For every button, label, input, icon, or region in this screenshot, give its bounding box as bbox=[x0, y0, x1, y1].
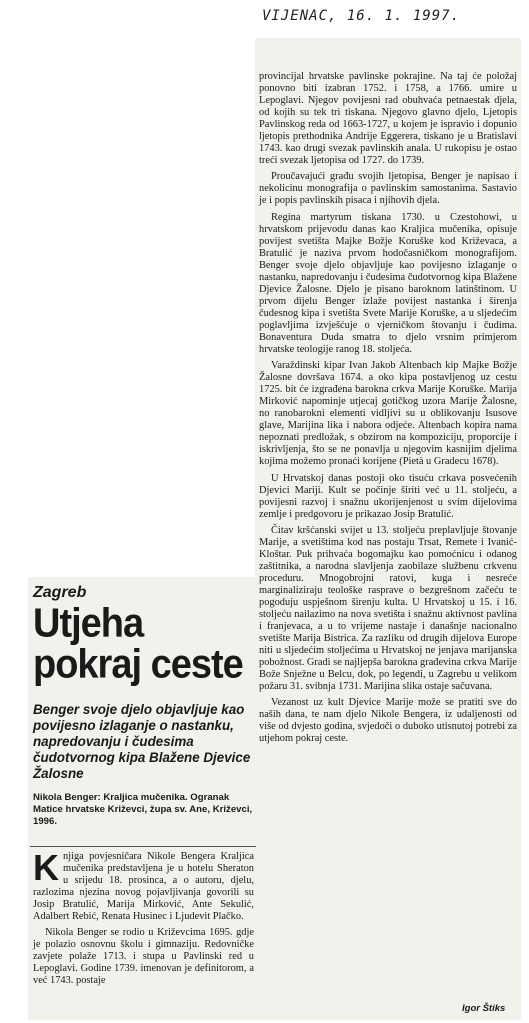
paragraph: Čitav kršćanski svijet u 13. stoljeću preplavljuje štovanje Marije, a svetištima kod nas postaju Trsat, Remete i Ivanić-Kloštar. Puk prihvaća bogomajku kao pomoćnicu i odanog zaštitnika, a narodna slavljenja zaobilaze službenu crkvenu proceduru. Mnogobrojni ratovi, kuga i nesreće marginaliziraju teološke rasprave o bezgrešnom začeću te pogoduju uspješnom širenju kulta. U Hrvatskoj u 15. i 16. stoljeću nailazimo na nova svetišta i snažnu aktivnost pavlina i franjevaca, a u to vrijeme nastaje i današnje nacionalno svetište Marija Bistrica. Za razliku od drugih dijelova Europe niti u sljedećim stoljećima u Hrvatskoj ne jenjava marijanska pobožnost. Gradi se najljepša barokna građevina crkva Marije Bože Snježne u Belcu, dok, po legendi, u Zagrebu u velikom požaru 31. svibnja 1731. Marijina slika ostaje sačuvana. bbox=[259, 524, 517, 693]
handwritten-date-note: VIJENAC, 16. 1. 1997. bbox=[262, 8, 461, 24]
paragraph: provincijal hrvatske pavlinske pokrajine. Na taj će položaj ponovno biti izabran 1752. i 1758, a 1766. umire u Lepoglavi. Njegov povijesni rad obuhvaća petnaestak djela, od kojih su tek tri tiskana. Njegovo glavno djelo, Ljetopis Pavlinskog reda od 1663-1727, u kojem je ispravio i dopunio ljetopis prethodnika Andrije Eggerera, tiskano je u Bratislavi 1743. kao drugi svezak pavlinskih anala. U rukopisu je ostao treći svezak ljetopisa od 1727. do 1739. bbox=[259, 71, 517, 167]
paragraph: Vezanost uz kult Djevice Marije može se pratiti sve do naših dana, te nam djelo Nikole Bengera, iz udaljenosti od više od dvjesto godina, svjedoči o duboko utisnutoj potrebi za utjehom pokraj ceste. bbox=[259, 697, 517, 745]
article-deck: Benger svoje djelo objavljuje kao povijesno izlaganje o nastanku, napredovanju i čudesima čudotvornog kipa Blažene Djevice Žalosne bbox=[33, 702, 251, 781]
author-byline: Igor Štiks bbox=[462, 1003, 506, 1014]
divider bbox=[30, 846, 256, 847]
article-headline: Utjeha pokraj ceste bbox=[33, 600, 243, 688]
book-source-line: Nikola Benger: Kraljica mučenika. Ogranak Matice hrvatske Križevci, župa sv. Ane, Križevci, 1996. bbox=[33, 792, 253, 827]
paragraph: Regina martyrum tiskana 1730. u Czestohowi, u hrvatskom prijevodu danas kao Kraljica mučenika, opisuje povijest svetišta Majke Božje Koruške kod Križevaca, a Bratulić je naziva prvom hodočasničkom monografijom. Benger svoje djelo objavljuje kao povijesno izlaganje o nastanku, napredovanju i čudesima čudotvornog kipa Blažene Djevice Žalosne. Djelo je pisano baroknom latinštinom. U prvom dijelu Benger izlaže povijest nastanka i širenja čudesnog kipa i svetišta Svete Marije Koruške, a u sljedećim poglavljima izvješćuje o vjerničkom štovanju i čudima. Bonaventura Duda smatra to djelo vrsnim primjerom hrvatske teologije ranog 18. stoljeća. bbox=[259, 211, 517, 356]
paragraph: U Hrvatskoj danas postoji oko tisuću crkava posvećenih Djevici Mariji. Kult se počinje širiti već u 11. stoljeću, a povijesni razvoj i snažnu ukorijenjenost u svim dijelovima zemlje i predgovoru je prikazao Josip Bratulić. bbox=[259, 472, 517, 520]
paragraph: Nikola Benger se rodio u Križevcima 1695. gdje je polazio osnovnu školu i gimnaziju. Redovničke zavjete polaže 1713. i stupa u Pavlinski red u Lepoglavi. Godine 1739. imenovan je definitorom, a već 1743. postaje bbox=[33, 927, 254, 987]
article-column-left bbox=[33, 847, 254, 988]
article-kicker: Zagreb bbox=[33, 584, 87, 601]
paragraph: Knjiga povjesničara Nikole Bengera Kraljica mučenika predstavljena je u hotelu Sheraton u srijedu 18. prosinca, a o autoru, djelu, razlozima njezina novog pojavljivanja govorili su Josip Bratulić, Marija Mirković, Ante Sekulić, Adalbert Rebić, Renata Husinec i Ljudevit Plačko. bbox=[33, 847, 254, 923]
paragraph: Varaždinski kipar Ivan Jakob Altenbach kip Majke Božje Žalosne dovršava 1674. a oko kipa postavljenog uz cestu 1725. bit će izgrađena barokna crkva Marije Koruške. Marija Mirković napominje utjecaj gotičkog uzora Marije Žalosne, no ranobarokni elementi vidljivi su u oblikovanju Isusove glave, Marijina lika i nabora odjeće. Altenbach kopira nama nepoznati predložak, s obzirom na kompoziciju, proporcije i iskrivljenja, što se ne ponavlja u njegovim kasnijim djelima kojima možemo pronaći korijene (Pietà u Gradecu 1678). bbox=[259, 360, 517, 468]
paragraph: Proučavajući građu svojih ljetopisa, Benger je napisao i nekolicinu monografija o pavlinskim samostanima. Sastavio je i popis pavlinskih pisaca i njihovih djela. bbox=[259, 171, 517, 207]
drop-cap: K bbox=[33, 847, 59, 888]
article-column-right bbox=[259, 71, 517, 746]
